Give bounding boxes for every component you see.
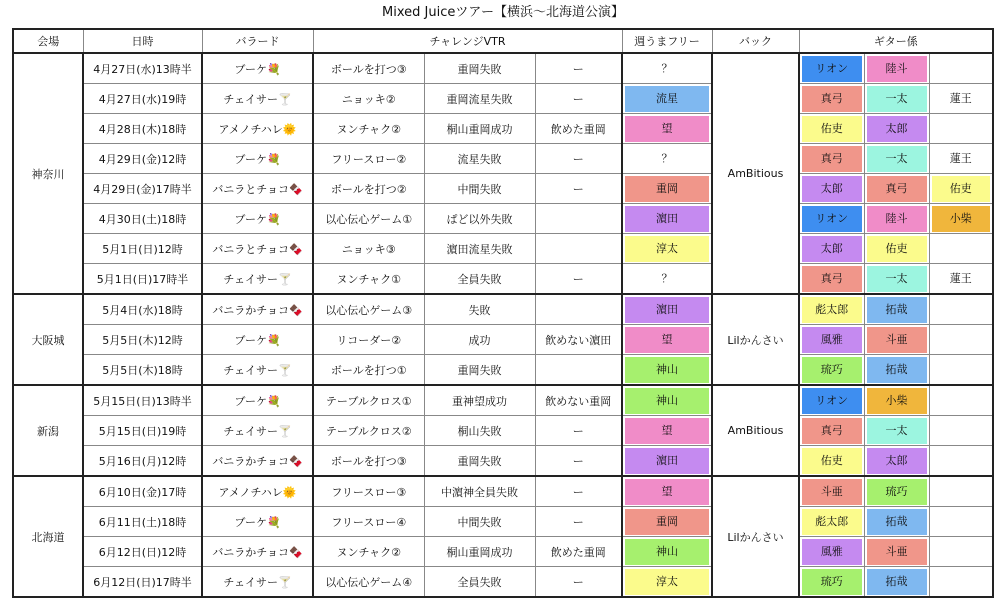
- vtr-cell: テーブルクロス①: [313, 385, 424, 416]
- guitar-cell: [864, 294, 929, 325]
- guitar-cell: [929, 385, 993, 416]
- weekly-free-cell-label: 神山: [625, 357, 709, 383]
- header-back: バック: [712, 29, 799, 53]
- ballad-cell: ブーケ💐: [202, 53, 313, 84]
- weekly-free-cell-label: 重岡: [625, 176, 709, 202]
- guitar-cell: [929, 144, 993, 174]
- vtr-result-cell: 重神望成功: [424, 385, 535, 416]
- guitar-cell: [864, 114, 929, 144]
- guitar-cell: [799, 114, 864, 144]
- ballad-cell: チェイサー🍸: [202, 264, 313, 295]
- ballad-cell: アメノチハレ🌞: [202, 114, 313, 144]
- vtr-extra-cell: ー: [535, 264, 622, 295]
- vtr-extra-cell: ー: [535, 446, 622, 477]
- guitar-cell-label: [932, 236, 991, 262]
- guitar-cell: [799, 204, 864, 234]
- guitar-cell: [864, 446, 929, 477]
- header-challenge-vtr: チャレンジVTR: [313, 29, 622, 53]
- guitar-cell-label: 太郎: [802, 236, 862, 262]
- date-cell: 5月5日(木)18時: [83, 355, 202, 386]
- weekly-free-cell: [622, 84, 712, 114]
- guitar-cell-label: リオン: [802, 388, 862, 414]
- date-cell: 5月1日(日)12時: [83, 234, 202, 264]
- guitar-cell: [929, 507, 993, 537]
- ballad-cell: バニラとチョコ🍫: [202, 234, 313, 264]
- weekly-free-cell: [622, 537, 712, 567]
- table-row: [13, 446, 993, 477]
- table-body: [13, 53, 993, 597]
- table-row: [13, 416, 993, 446]
- weekly-free-cell-label: 淳太: [625, 569, 709, 595]
- vtr-cell: ニョッキ②: [313, 84, 424, 114]
- date-cell: 6月12日(日)17時半: [83, 567, 202, 598]
- vtr-extra-cell: 飲めない濵田: [535, 325, 622, 355]
- table-row: [13, 294, 993, 325]
- guitar-cell: [799, 507, 864, 537]
- guitar-cell-label: 一太: [867, 266, 927, 292]
- ballad-cell: アメノチハレ🌞: [202, 476, 313, 507]
- guitar-cell-label: 真弓: [802, 86, 862, 112]
- weekly-free-cell-label: 神山: [625, 388, 709, 414]
- guitar-cell-label: [932, 357, 991, 383]
- guitar-cell-label: リオン: [802, 206, 862, 232]
- guitar-cell-label: 真弓: [802, 266, 862, 292]
- guitar-cell-label: 蓮王: [932, 86, 991, 112]
- weekly-free-cell: [622, 294, 712, 325]
- date-cell: 5月4日(水)18時: [83, 294, 202, 325]
- ballad-cell: ブーケ💐: [202, 144, 313, 174]
- weekly-free-cell: [622, 507, 712, 537]
- guitar-cell: [864, 355, 929, 386]
- weekly-free-cell: [622, 174, 712, 204]
- weekly-free-cell: [622, 567, 712, 598]
- guitar-cell-label: 彪太郎: [802, 297, 862, 323]
- table-row: [13, 144, 993, 174]
- guitar-cell-label: 佑吏: [932, 176, 991, 202]
- table-row: [13, 174, 993, 204]
- guitar-cell-label: 蓮王: [932, 266, 991, 292]
- vtr-extra-cell: ー: [535, 144, 622, 174]
- weekly-free-cell: [622, 114, 712, 144]
- ballad-cell: チェイサー🍸: [202, 416, 313, 446]
- guitar-cell: [929, 264, 993, 295]
- vtr-result-cell: 重岡流星失敗: [424, 84, 535, 114]
- guitar-cell: [864, 53, 929, 84]
- guitar-cell: [929, 114, 993, 144]
- vtr-result-cell: 成功: [424, 325, 535, 355]
- table-row: [13, 507, 993, 537]
- ballad-cell: バニラかチョコ🍫: [202, 446, 313, 477]
- vtr-extra-cell: [535, 294, 622, 325]
- guitar-cell-label: 太郎: [802, 176, 862, 202]
- page-title: Mixed Juiceツアー【横浜〜北海道公演】: [382, 5, 624, 20]
- guitar-cell: [799, 537, 864, 567]
- guitar-cell-label: [932, 388, 991, 414]
- guitar-cell: [929, 537, 993, 567]
- header-venue: 会場: [13, 29, 83, 53]
- guitar-cell: [799, 355, 864, 386]
- guitar-cell: [929, 446, 993, 477]
- weekly-free-cell-label: 望: [625, 479, 709, 505]
- guitar-cell: [929, 53, 993, 84]
- vtr-cell: 以心伝心ゲーム①: [313, 204, 424, 234]
- date-cell: 5月15日(日)19時: [83, 416, 202, 446]
- guitar-cell-label: [932, 56, 991, 82]
- guitar-cell-label: 佑吏: [867, 236, 927, 262]
- table-row: [13, 114, 993, 144]
- guitar-cell-label: [932, 479, 991, 505]
- date-cell: 6月12日(日)12時: [83, 537, 202, 567]
- date-cell: 5月1日(日)17時半: [83, 264, 202, 295]
- weekly-free-cell-label: 濵田: [625, 206, 709, 232]
- guitar-cell: [864, 174, 929, 204]
- date-cell: 5月16日(月)12時: [83, 446, 202, 477]
- weekly-free-cell: [622, 385, 712, 416]
- guitar-cell-label: 一太: [867, 146, 927, 172]
- guitar-cell: [929, 84, 993, 114]
- guitar-cell: [799, 476, 864, 507]
- weekly-free-cell-label: 淳太: [625, 236, 709, 262]
- vtr-result-cell: 中間失敗: [424, 507, 535, 537]
- vtr-cell: フリースロー④: [313, 507, 424, 537]
- vtr-extra-cell: ー: [535, 507, 622, 537]
- guitar-cell-label: 斗亜: [867, 327, 927, 353]
- vtr-extra-cell: 飲めない重岡: [535, 385, 622, 416]
- vtr-extra-cell: ー: [535, 174, 622, 204]
- guitar-cell-label: 拓哉: [867, 509, 927, 535]
- date-cell: 4月29日(金)12時: [83, 144, 202, 174]
- guitar-cell: [799, 84, 864, 114]
- guitar-cell-label: 太郎: [867, 116, 927, 142]
- ballad-cell: ブーケ💐: [202, 385, 313, 416]
- table-row: [13, 264, 993, 295]
- guitar-cell-label: 琉巧: [802, 357, 862, 383]
- tour-schedule-table: [12, 28, 994, 598]
- ballad-cell: ブーケ💐: [202, 507, 313, 537]
- back-cell: Lilかんさい: [712, 476, 799, 597]
- guitar-cell-label: 一太: [867, 418, 927, 444]
- guitar-cell: [799, 385, 864, 416]
- guitar-cell-label: 佑吏: [802, 116, 862, 142]
- vtr-cell: ボールを打つ①: [313, 355, 424, 386]
- guitar-cell: [799, 416, 864, 446]
- vtr-result-cell: 桐山重岡成功: [424, 537, 535, 567]
- vtr-cell: フリースロー③: [313, 476, 424, 507]
- header-guitar: ギター係: [799, 29, 993, 53]
- table-row: [13, 355, 993, 386]
- table-row: [13, 234, 993, 264]
- vtr-extra-cell: ー: [535, 416, 622, 446]
- guitar-cell: [864, 385, 929, 416]
- guitar-cell-label: [932, 509, 991, 535]
- guitar-cell-label: [932, 327, 991, 353]
- vtr-extra-cell: ー: [535, 84, 622, 114]
- guitar-cell-label: 斗亜: [802, 479, 862, 505]
- guitar-cell: [864, 325, 929, 355]
- guitar-cell-label: 真弓: [867, 176, 927, 202]
- vtr-result-cell: 重岡失敗: [424, 53, 535, 84]
- header-ballad: バラード: [202, 29, 313, 53]
- guitar-cell: [929, 294, 993, 325]
- vtr-cell: ヌンチャク②: [313, 537, 424, 567]
- date-cell: 4月29日(金)17時半: [83, 174, 202, 204]
- venue-cell: 新潟: [13, 385, 83, 476]
- date-cell: 5月15日(日)13時半: [83, 385, 202, 416]
- guitar-cell-label: 佑吏: [802, 448, 862, 474]
- ballad-cell: バニラかチョコ🍫: [202, 294, 313, 325]
- vtr-cell: ボールを打つ③: [313, 446, 424, 477]
- ballad-cell: ブーケ💐: [202, 204, 313, 234]
- weekly-free-cell: [622, 204, 712, 234]
- weekly-free-cell: [622, 234, 712, 264]
- guitar-cell: [799, 264, 864, 295]
- guitar-cell: [929, 416, 993, 446]
- guitar-cell-label: リオン: [802, 56, 862, 82]
- back-cell: AmBitious: [712, 385, 799, 476]
- weekly-free-cell: [622, 325, 712, 355]
- vtr-extra-cell: ー: [535, 567, 622, 598]
- guitar-cell: [864, 567, 929, 598]
- vtr-result-cell: 重岡失敗: [424, 446, 535, 477]
- vtr-cell: ヌンチャク①: [313, 264, 424, 295]
- vtr-result-cell: 失敗: [424, 294, 535, 325]
- guitar-cell-label: [932, 448, 991, 474]
- weekly-free-cell-label: 望: [625, 327, 709, 353]
- guitar-cell-label: 風雅: [802, 327, 862, 353]
- ballad-cell: チェイサー🍸: [202, 84, 313, 114]
- guitar-cell: [799, 294, 864, 325]
- guitar-cell: [929, 476, 993, 507]
- vtr-result-cell: 中間失敗: [424, 174, 535, 204]
- vtr-cell: 以心伝心ゲーム③: [313, 294, 424, 325]
- guitar-cell: [799, 567, 864, 598]
- guitar-cell-label: 陸斗: [867, 206, 927, 232]
- guitar-cell: [864, 507, 929, 537]
- table-row: [13, 53, 993, 84]
- guitar-cell: [864, 416, 929, 446]
- ballad-cell: チェイサー🍸: [202, 567, 313, 598]
- table-row: [13, 537, 993, 567]
- guitar-cell: [864, 476, 929, 507]
- guitar-cell-label: 拓哉: [867, 297, 927, 323]
- date-cell: 4月27日(水)19時: [83, 84, 202, 114]
- guitar-cell: [864, 234, 929, 264]
- header-datetime: 日時: [83, 29, 202, 53]
- weekly-free-cell-label: ？: [625, 56, 709, 82]
- weekly-free-cell: [622, 416, 712, 446]
- vtr-cell: リコーダー②: [313, 325, 424, 355]
- vtr-cell: テーブルクロス②: [313, 416, 424, 446]
- header-weekly-free: 週うまフリー: [622, 29, 712, 53]
- vtr-cell: ボールを打つ③: [313, 53, 424, 84]
- guitar-cell: [864, 264, 929, 295]
- vtr-result-cell: 桐山重岡成功: [424, 114, 535, 144]
- guitar-cell-label: [932, 297, 991, 323]
- weekly-free-cell-label: 濵田: [625, 297, 709, 323]
- table-row: [13, 385, 993, 416]
- back-cell: AmBitious: [712, 53, 799, 294]
- guitar-cell: [864, 537, 929, 567]
- guitar-cell: [929, 204, 993, 234]
- date-cell: 5月5日(木)12時: [83, 325, 202, 355]
- weekly-free-cell: [622, 476, 712, 507]
- guitar-cell-label: 拓哉: [867, 569, 927, 595]
- guitar-cell-label: 琉巧: [867, 479, 927, 505]
- guitar-cell-label: 陸斗: [867, 56, 927, 82]
- guitar-cell: [929, 325, 993, 355]
- table-row: [13, 567, 993, 598]
- ballad-cell: バニラかチョコ🍫: [202, 537, 313, 567]
- guitar-cell: [799, 174, 864, 204]
- vtr-cell: ヌンチャク②: [313, 114, 424, 144]
- vtr-result-cell: 全員失敗: [424, 567, 535, 598]
- guitar-cell-label: 太郎: [867, 448, 927, 474]
- guitar-cell: [864, 84, 929, 114]
- vtr-extra-cell: [535, 204, 622, 234]
- date-cell: 4月30日(土)18時: [83, 204, 202, 234]
- guitar-cell-label: 真弓: [802, 146, 862, 172]
- guitar-cell: [799, 53, 864, 84]
- vtr-extra-cell: 飲めた重岡: [535, 114, 622, 144]
- weekly-free-cell: [622, 144, 712, 174]
- guitar-cell: [799, 446, 864, 477]
- guitar-cell-label: 蓮王: [932, 146, 991, 172]
- vtr-result-cell: 中濵神全員失敗: [424, 476, 535, 507]
- weekly-free-cell-label: 望: [625, 418, 709, 444]
- weekly-free-cell: [622, 446, 712, 477]
- guitar-cell: [799, 234, 864, 264]
- vtr-extra-cell: [535, 234, 622, 264]
- weekly-free-cell-label: 重岡: [625, 509, 709, 535]
- vtr-result-cell: 桐山失敗: [424, 416, 535, 446]
- header-row: [13, 29, 993, 53]
- guitar-cell: [864, 204, 929, 234]
- vtr-extra-cell: ー: [535, 53, 622, 84]
- venue-cell: 北海道: [13, 476, 83, 597]
- vtr-extra-cell: [535, 355, 622, 386]
- vtr-extra-cell: 飲めた重岡: [535, 537, 622, 567]
- table-row: [13, 204, 993, 234]
- guitar-cell: [864, 144, 929, 174]
- guitar-cell: [929, 355, 993, 386]
- weekly-free-cell-label: ？: [625, 146, 709, 172]
- guitar-cell-label: 小柴: [867, 388, 927, 414]
- ballad-cell: ブーケ💐: [202, 325, 313, 355]
- date-cell: 6月11日(土)18時: [83, 507, 202, 537]
- guitar-cell-label: [932, 418, 991, 444]
- guitar-cell-label: 斗亜: [867, 539, 927, 565]
- vtr-cell: フリースロー②: [313, 144, 424, 174]
- venue-cell: 神奈川: [13, 53, 83, 294]
- guitar-cell-label: 真弓: [802, 418, 862, 444]
- guitar-cell: [929, 567, 993, 598]
- vtr-result-cell: 流星失敗: [424, 144, 535, 174]
- guitar-cell: [929, 174, 993, 204]
- date-cell: 4月27日(水)13時半: [83, 53, 202, 84]
- vtr-extra-cell: ー: [535, 476, 622, 507]
- ballad-cell: チェイサー🍸: [202, 355, 313, 386]
- guitar-cell-label: [932, 116, 991, 142]
- vtr-result-cell: 重岡失敗: [424, 355, 535, 386]
- vtr-result-cell: 濵田流星失敗: [424, 234, 535, 264]
- vtr-cell: ニョッキ③: [313, 234, 424, 264]
- date-cell: 4月28日(木)18時: [83, 114, 202, 144]
- vtr-cell: ボールを打つ②: [313, 174, 424, 204]
- guitar-cell-label: 彪太郎: [802, 509, 862, 535]
- guitar-cell: [799, 144, 864, 174]
- ballad-cell: バニラとチョコ🍫: [202, 174, 313, 204]
- vtr-result-cell: ぱど以外失敗: [424, 204, 535, 234]
- weekly-free-cell: [622, 355, 712, 386]
- guitar-cell-label: 一太: [867, 86, 927, 112]
- guitar-cell-label: 小柴: [932, 206, 991, 232]
- table-row: [13, 476, 993, 507]
- guitar-cell-label: [932, 539, 991, 565]
- vtr-result-cell: 全員失敗: [424, 264, 535, 295]
- guitar-cell-label: [932, 569, 991, 595]
- guitar-cell-label: 琉巧: [802, 569, 862, 595]
- table-row: [13, 325, 993, 355]
- weekly-free-cell-label: 望: [625, 116, 709, 142]
- weekly-free-cell-label: 神山: [625, 539, 709, 565]
- venue-cell: 大阪城: [13, 294, 83, 385]
- date-cell: 6月10日(金)17時: [83, 476, 202, 507]
- weekly-free-cell: [622, 264, 712, 295]
- guitar-cell: [799, 325, 864, 355]
- table-row: [13, 84, 993, 114]
- weekly-free-cell: [622, 53, 712, 84]
- guitar-cell-label: 風雅: [802, 539, 862, 565]
- weekly-free-cell-label: 濵田: [625, 448, 709, 474]
- back-cell: Lilかんさい: [712, 294, 799, 385]
- guitar-cell: [929, 234, 993, 264]
- guitar-cell-label: 拓哉: [867, 357, 927, 383]
- vtr-cell: 以心伝心ゲーム④: [313, 567, 424, 598]
- weekly-free-cell-label: ？: [625, 266, 709, 292]
- weekly-free-cell-label: 流星: [625, 86, 709, 112]
